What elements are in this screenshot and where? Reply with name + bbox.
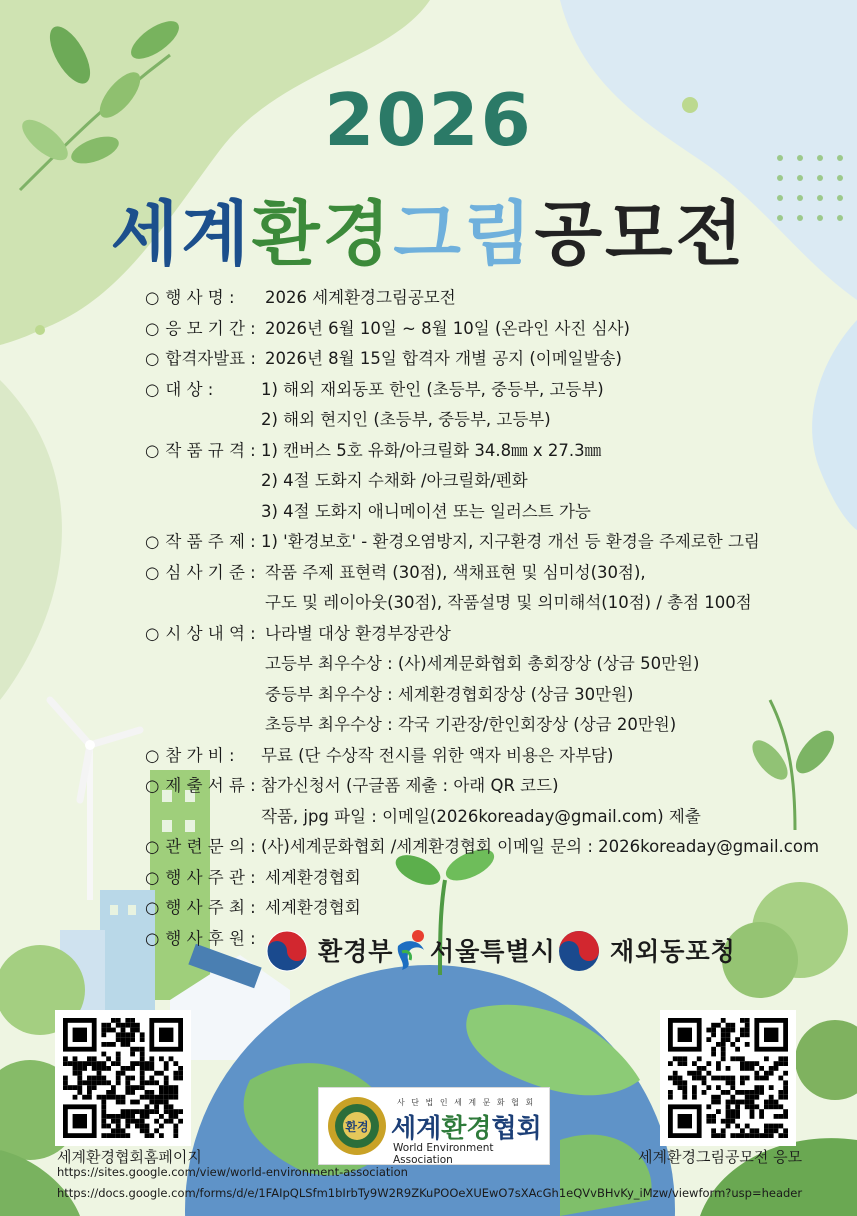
info-value: 3) 4절 도화지 애니메이션 또는 일러스트 가능 [261,501,591,521]
qr-caption-application: 세계환경그림공모전 응모 [638,1148,803,1166]
info-label-text: 대 상 : [165,379,214,399]
sponsor-ministry-env: 환경부 [318,937,394,966]
info-label [145,742,235,766]
info-row [145,864,845,895]
taegeuk-icon [266,930,308,972]
info-row [145,833,845,864]
qr-code-homepage[interactable] [55,1010,191,1146]
bullet-icon: ○ [145,745,160,765]
info-row [145,467,845,498]
info-label-text: 행 사 주 최 : [165,898,256,917]
bullet-icon: ○ [145,440,160,460]
info-label [145,894,256,918]
info-label [145,772,256,796]
info-label-text: 시 상 내 역 : [165,623,256,643]
association-seal-icon [327,1096,387,1156]
info-value: 구도 및 레이아웃(30점), 작품설명 및 의미해석(10점) / 총점 100점 [265,593,752,612]
bullet-icon: ○ [145,837,160,856]
info-value: 참가신청서 (구글폼 제출 : 아래 QR 코드) [261,776,559,795]
title-main [0,178,857,279]
homepage-url[interactable]: https://sites.google.com/view/world-environment-association [57,1165,408,1179]
bullet-icon: ○ [145,288,160,307]
bullet-icon: ○ [145,349,160,368]
info-label [145,437,256,461]
association-name [391,1108,542,1145]
info-value: 2026 세계환경그림공모전 [265,288,456,307]
info-row [145,711,845,742]
info-value: 1) '환경보호' - 환경오염방지, 지구환경 개선 등 환경을 주제로한 그림 [261,532,760,551]
association-english-name: World Environment Association [393,1142,494,1166]
info-label-text: 응 모 기 간 : [165,318,256,338]
info-value: 작품, jpg 파일 : 이메일(2026koreaday@gmail.com) 제출 [261,806,701,826]
bullet-icon: ○ [145,776,160,795]
info-value: 세계환경협회 [265,898,361,917]
qr-icon [63,1018,183,1138]
info-value: 고등부 최우수상 : (사)세계문화협회 총회장상 (상금 50만원) [265,654,700,673]
info-value: 2) 해외 현지인 (초등부, 중등부, 고등부) [261,410,551,429]
association-name-part: 협회 [491,1114,542,1144]
info-row [145,284,845,315]
info-label-text: 행 사 명 : [165,288,235,307]
info-label-text: 참 가 비 : [165,745,235,765]
info-row [145,376,845,407]
info-label [145,833,256,857]
title-part-contest: 공모전 [534,193,747,275]
info-label [145,345,256,369]
seal-text: 환경 [345,1120,369,1134]
info-row [145,589,845,620]
sponsor-overseas-koreans: 재외동포청 [610,937,736,966]
info-row [145,742,845,773]
info-row [145,498,845,529]
info-row [145,803,845,834]
qr-icon [668,1018,788,1138]
bullet-icon: ○ [145,379,160,399]
info-row [145,437,845,468]
bullet-icon: ○ [145,898,160,917]
info-row [145,315,845,346]
association-logo [318,1087,550,1165]
info-row [145,528,845,559]
title-year: 2026 [324,78,533,162]
sponsor-logos [262,928,742,988]
info-row [145,681,845,712]
info-label-text: 작 품 규 격 : [165,440,256,460]
title-part-environment: 환경 [251,193,394,275]
info-value: 세계환경협회 [265,867,361,887]
info-row [145,406,845,437]
bullet-icon: ○ [145,562,160,582]
info-value: 작품 주제 표현력 (30점), 색채표현 및 심미성(30점), [265,562,646,582]
application-form-url[interactable]: https://docs.google.com/forms/d/e/1FAIpQLSfm1bIrbTy9W2R9ZKuPOOeXUEwO7sXAcGh1eQVvBHvKy_iMzw/viewform?usp=header [57,1186,803,1200]
qr-code-application[interactable] [660,1010,796,1146]
info-label-text: 심 사 기 준 : [165,562,256,582]
info-label-text: 행 사 주 관 : [165,867,256,887]
taegeuk-icon [558,930,600,972]
info-value: 초등부 최우수상 : 각국 기관장/한인회장상 (상금 20만원) [265,715,677,734]
info-value: 나라별 대상 환경부장관상 [265,623,451,643]
info-row [145,620,845,651]
info-row [145,650,845,681]
info-list [145,284,845,955]
seoul-logo-icon [394,928,428,972]
title-part-drawing: 그림 [393,193,535,275]
bullet-icon: ○ [145,532,160,551]
bullet-icon: ○ [145,928,160,948]
bullet-icon: ○ [145,318,160,338]
info-row [145,894,845,925]
info-value: 2026년 6월 10일 ~ 8월 10일 (온라인 사진 심사) [265,318,630,338]
bullet-icon: ○ [145,623,160,643]
title-part-world: 세계 [110,193,252,275]
info-label [145,284,235,308]
info-label [145,315,256,339]
bullet-icon: ○ [145,867,160,887]
info-label [145,559,256,583]
info-row [145,559,845,590]
info-label [145,925,256,949]
association-name-part: 환경 [441,1114,492,1144]
info-label-text: 행 사 후 원 : [165,928,256,948]
info-row [145,772,845,803]
info-value: 1) 캔버스 5호 유화/아크릴화 34.8㎜ x 27.3㎜ [261,440,602,460]
info-label-text: 제 출 서 류 : [165,776,256,795]
info-label-text: 합격자발표 : [165,349,256,368]
info-row [145,345,845,376]
sponsor-seoul: 서울특별시 [430,937,556,966]
info-label [145,864,256,888]
info-value: 2) 4절 도화지 수채화 /아크릴화/펜화 [261,471,528,490]
info-label-text: 작 품 주 제 : [165,532,256,551]
association-name-part: 세계 [391,1114,442,1144]
info-value: 중등부 최우수상 : 세계환경협회장상 (상금 30만원) [265,684,634,704]
qr-caption-homepage: 세계환경협회홈페이지 [57,1148,202,1166]
info-value: (사)세계문화협회 /세계환경협회 이메일 문의 : 2026koreaday@gmail.com [261,837,820,856]
association-subtitle: 사 단 법 인 세 계 문 화 협 회 [397,1098,536,1107]
info-value: 1) 해외 재외동포 한인 (초등부, 중등부, 고등부) [261,379,604,399]
info-value: 2026년 8월 15일 합격자 개별 공지 (이메일발송) [265,349,622,368]
info-label [145,376,213,400]
info-label-text: 관 련 문 의 : [165,837,256,856]
info-label [145,528,256,552]
info-label [145,620,256,644]
info-value: 무료 (단 수상작 전시를 위한 액자 비용은 자부담) [261,745,614,765]
